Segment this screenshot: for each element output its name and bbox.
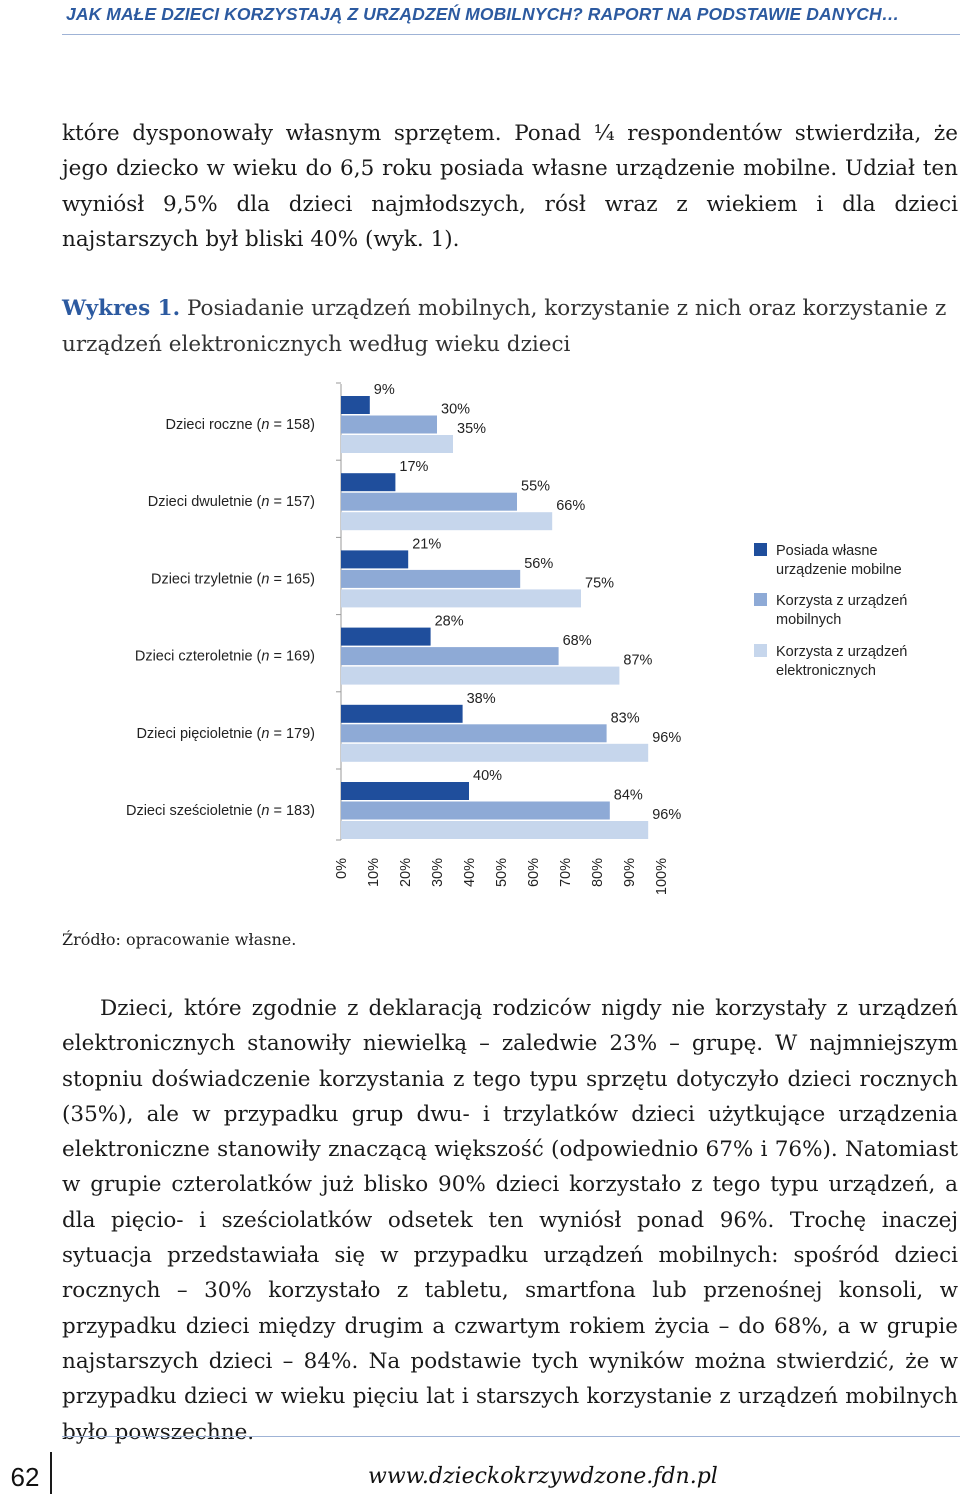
- bar-1: [341, 782, 469, 800]
- bar-2: [341, 570, 520, 588]
- legend-label: Posiada własne: [776, 543, 878, 559]
- running-header: JAK MAŁE DZIECI KORZYSTAJĄ Z URZĄDZEŃ MOBILNYCH? RAPORT NA PODSTAWIE DANYCH…: [66, 4, 900, 24]
- header-divider: [62, 34, 960, 35]
- bar-3: [341, 589, 581, 607]
- x-tick-label: 90%: [622, 858, 638, 888]
- category-label: Dzieci czteroletnie (n = 169): [134, 648, 315, 665]
- category-label: Dzieci pięcioletnie (n = 179): [136, 725, 315, 742]
- category-label: Dzieci sześcioletnie (n = 183): [125, 803, 315, 819]
- bar-2: [341, 416, 437, 434]
- data-label: 66%: [556, 498, 586, 515]
- legend-swatch: [754, 593, 767, 606]
- bar-1: [341, 705, 463, 723]
- data-label: 96%: [652, 807, 682, 823]
- page-number: 62: [10, 1462, 40, 1492]
- legend-swatch: [754, 543, 767, 556]
- bar-1: [341, 550, 408, 568]
- category-label: Dzieci roczne (n = 158): [165, 417, 315, 433]
- data-label: 40%: [473, 768, 503, 784]
- bar-3: [341, 435, 453, 453]
- x-tick-label: 30%: [430, 858, 446, 888]
- data-label: 38%: [466, 690, 496, 707]
- figure-source: Źródło: opracowanie własne.: [62, 930, 297, 949]
- figure-caption: [62, 291, 958, 363]
- bar-3: [341, 667, 619, 685]
- bar-2: [341, 647, 559, 665]
- website-url: www.dzieckokrzywdzone.fdn.pl: [368, 1464, 718, 1489]
- data-label: 30%: [441, 401, 471, 418]
- figure-title: Posiadanie urządzeń mobilnych, korzystanie z nich oraz korzystanie z urządzeń elektronicznych według wieku dzieci: [62, 296, 947, 357]
- bar-1: [341, 473, 395, 491]
- data-label: 9%: [373, 382, 395, 398]
- x-tick-label: 50%: [494, 858, 510, 888]
- data-label: 84%: [613, 787, 643, 804]
- bar-1: [341, 628, 431, 646]
- legend-label: urządzenie mobilne: [776, 562, 902, 578]
- x-tick-label: 20%: [398, 858, 414, 888]
- bar-3: [341, 512, 552, 530]
- data-label: 83%: [610, 710, 640, 727]
- data-label: 21%: [412, 536, 442, 553]
- x-tick-label: 80%: [590, 858, 606, 888]
- data-label: 75%: [585, 575, 615, 592]
- x-tick-label: 60%: [526, 858, 542, 888]
- data-label: 56%: [524, 555, 554, 572]
- bar-1: [341, 396, 370, 414]
- category-label: Dzieci dwuletnie (n = 157): [147, 494, 315, 511]
- legend-label: mobilnych: [776, 612, 842, 628]
- legend-label: Korzysta z urządzeń: [776, 593, 908, 609]
- x-tick-label: 70%: [558, 858, 574, 888]
- legend-label: elektronicznych: [776, 663, 876, 679]
- data-label: 96%: [652, 729, 682, 746]
- data-label: 35%: [457, 421, 487, 437]
- data-label: 87%: [623, 652, 653, 669]
- data-label: 17%: [399, 459, 429, 476]
- data-label: 55%: [521, 478, 551, 495]
- figure-label: Wykres 1.: [62, 296, 181, 321]
- bar-3: [341, 821, 648, 839]
- x-tick-label: 10%: [366, 858, 382, 888]
- bar-2: [341, 802, 610, 820]
- data-label: 28%: [434, 613, 464, 630]
- bar-2: [341, 493, 517, 511]
- x-tick-label: 40%: [462, 858, 478, 888]
- body-paragraph: Dzieci, które zgodnie z deklaracją rodziców nigdy nie korzystały z urządzeń elektronicznych stanowiły niewielką – zaledwie 23% – grupę. W najmniejszym stopniu doświadczenie korzystania z tego typu sprzętu dotyczyło dzieci rocznych (35%), ale w przypadku grup dwu- i trzylatków dzieci użytkujące urządzenia elektroniczne stanowiły znaczącą większość (odpowiednio 67% i 76%). Natomiast w grupie czterolatków już blisko 90% dzieci korzystało z tego typu urządzeń, a dla pięcio- i sześciolatków odsetek ten wyniósł ponad 96%. Trochę inaczej sytuacja przedstawiała się w przypadku urządzeń mobilnych: spośród dzieci rocznych – 30% korzystało z tabletu, smartfona lub przenośnej konsoli, w przypadku dzieci między drugim a czwartym rokiem życia – do 68%, a w grupie najstarszych dzieci – 84%. Na podstawie tych wyników można stwierdzić, że w przypadku dzieci w wieku pięciu lat i starszych korzystanie z urządzeń mobilnych było powszechne.: [62, 996, 958, 1445]
- legend-swatch: [754, 644, 767, 657]
- legend-label: Korzysta z urządzeń: [776, 644, 908, 660]
- bar-2: [341, 724, 607, 742]
- footer-divider: [62, 1436, 960, 1437]
- data-label: 68%: [562, 633, 592, 650]
- bar-3: [341, 744, 648, 762]
- x-tick-label: 100%: [654, 858, 670, 896]
- bar-chart: [0, 380, 960, 910]
- x-tick-label: 0%: [334, 858, 350, 879]
- intro-paragraph: które dysponowały własnym sprzętem. Ponad ¼ respondentów stwierdziła, że jego dziecko w wieku do 6,5 roku posiada własne urządzenie mobilne. Udział ten wyniósł 9,5% dla dzieci najmłodszych, rósł wraz z wiekiem i dla dzieci najstarszych był bliski 40% (wyk. 1).: [62, 121, 958, 252]
- category-label: Dzieci trzyletnie (n = 165): [150, 571, 315, 588]
